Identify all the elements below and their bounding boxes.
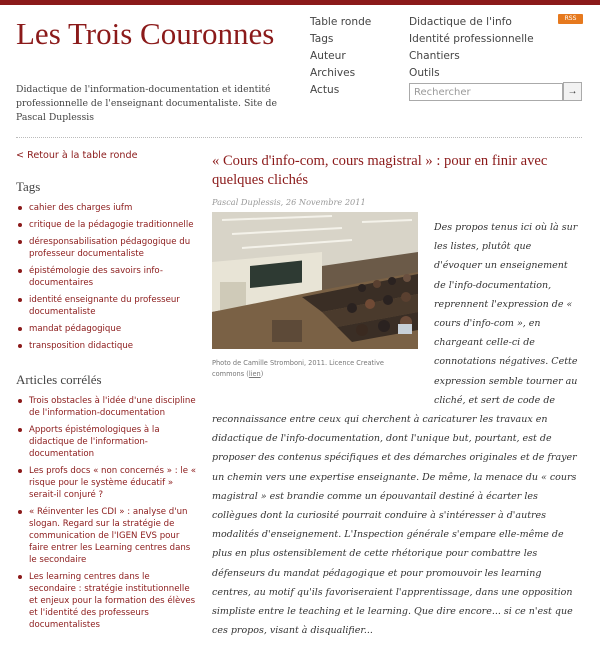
tags-list <box>16 202 196 352</box>
top-rule <box>0 0 600 5</box>
tag-link[interactable]: critique de la pédagogie traditionnelle <box>29 220 194 230</box>
related-articles-heading: Articles corrélés <box>16 372 102 387</box>
nav-tags[interactable]: Tags <box>310 33 334 45</box>
related-article-link[interactable]: « Réinventer les CDI » : analyse d'un slogan. Regard sur la stratégie de communication de l'IGEN EVS pour faire entrer les Learning centres dans le secondaire <box>29 507 191 565</box>
nav-actus[interactable]: Actus <box>310 84 340 96</box>
main-nav-secondary <box>409 14 534 82</box>
related-article-item <box>16 424 196 460</box>
tag-link[interactable]: déresponsabilisation pédagogique du professeur documentaliste <box>29 237 191 259</box>
header-divider <box>16 137 582 138</box>
related-article-item <box>16 395 196 419</box>
site-tagline: Didactique de l'information-documentation et identité professionnelle de l'enseignant documentaliste. Site de Pascal Duplessis <box>16 84 277 123</box>
related-article-link[interactable]: Les learning centres dans le secondaire : stratégie institutionnelle et enjeux pour la formation des élèves et l'identité des professeurs documentalistes <box>29 572 196 630</box>
related-article-item <box>16 506 196 566</box>
tag-item <box>16 236 196 260</box>
bullet-icon <box>18 298 22 302</box>
bullet-icon <box>18 344 22 348</box>
photo-caption-text: Photo de Camille Stromboni, 2011. Licence Creative commons ( <box>212 359 384 378</box>
main-nav-primary <box>310 14 371 99</box>
bullet-icon <box>18 575 22 579</box>
bullet-icon <box>18 469 22 473</box>
lecture-hall-photo <box>212 212 418 349</box>
post-meta: Pascal Duplessis, 26 Novembre 2011 <box>212 197 366 207</box>
site-title[interactable]: Les Trois Couronnes <box>16 16 275 51</box>
related-article-link[interactable]: Apports épistémologiques à la didactique de l'information-documentation <box>29 425 160 459</box>
related-article-link[interactable]: Trois obstacles à l'idée d'une discipline de l'information-documentation <box>29 396 196 418</box>
tag-item <box>16 340 196 352</box>
tag-link[interactable]: identité enseignante du professeur documentaliste <box>29 295 180 317</box>
rss-feed-icon[interactable]: RSS <box>558 14 583 24</box>
tag-item <box>16 219 196 231</box>
bullet-icon <box>18 428 22 432</box>
nav-auteur[interactable]: Auteur <box>310 50 346 62</box>
nav-chantiers[interactable]: Chantiers <box>409 50 460 62</box>
tag-item <box>16 202 196 214</box>
tag-link[interactable]: épistémologie des savoirs info-documentaires <box>29 266 163 288</box>
photo-caption-end: ) <box>260 370 264 378</box>
sidebar <box>16 150 196 651</box>
tags-heading: Tags <box>16 179 41 194</box>
related-articles-list <box>16 395 196 631</box>
photo-license-link[interactable]: lien <box>248 370 261 378</box>
bullet-icon <box>18 240 22 244</box>
related-article-link[interactable]: Les profs docs « non concernés » : le « risque pour le système éducatif » serait-il conjuré ? <box>29 466 196 500</box>
bullet-icon <box>18 269 22 273</box>
bullet-icon <box>18 327 22 331</box>
lecture-hall-illustration <box>212 212 418 349</box>
nav-identite[interactable]: Identité professionnelle <box>409 33 534 45</box>
bullet-icon <box>18 223 22 227</box>
nav-didactique[interactable]: Didactique de l'info <box>409 16 512 28</box>
search-submit-button[interactable]: → <box>563 82 582 101</box>
tag-link[interactable]: transposition didactique <box>29 341 134 351</box>
tag-item <box>16 323 196 335</box>
bullet-icon <box>18 206 22 210</box>
bullet-icon <box>18 399 22 403</box>
bullet-icon <box>18 510 22 514</box>
related-article-item <box>16 465 196 501</box>
post-paragraph: Des propos tenus ici où là sur les listes, plutôt que d'évoquer un enseignement de l'info-documentation, reprennent l'expression de « cours d'info-com », en chargeant celle-ci de connotations négatives. Cette expression semble tourner au cliché, et sert de code de reconnaissance entre ceux qui cherchent à caricaturer les travaux en didactique de l'info-documentation, dont l'unique but, pourtant, est de proposer des contenus spécifiques et des démarches originales et de frayer un chemin vers une expertise enseignante. De même, la menace du « cours magistral » est brandie comme un épouvantail destiné à écarter les collègues dont la curiosité pourrait conduire à s'intéresser à d'autres modalités d'enseignement. L'Inspection générale s'empare elle-même de plus en plus ostensiblement de cette rhétorique pour combattre les défenseurs du mandat pédagogique et pour promouvoir les learning centres, au motif qu'ils favoriseraient l'apprentissage, dans une opposition simpliste entre le teaching et le learning. Que dire encore... si ce n'est que ces propos, visant à disqualifier... <box>212 222 578 637</box>
photo-caption <box>212 358 412 380</box>
nav-outils[interactable]: Outils <box>409 67 440 79</box>
search-input[interactable] <box>409 83 563 101</box>
related-article-item <box>16 571 196 631</box>
post-title[interactable]: « Cours d'info-com, cours magistral » : pour en finir avec quelques clichés <box>212 153 548 188</box>
tag-item <box>16 265 196 289</box>
tag-link[interactable]: cahier des charges iufm <box>29 203 133 213</box>
nav-archives[interactable]: Archives <box>310 67 356 79</box>
nav-table-ronde[interactable]: Table ronde <box>310 16 372 28</box>
tag-link[interactable]: mandat pédagogique <box>29 324 122 334</box>
back-to-table-ronde-link[interactable]: < Retour à la table ronde <box>16 150 138 161</box>
tag-item <box>16 294 196 318</box>
